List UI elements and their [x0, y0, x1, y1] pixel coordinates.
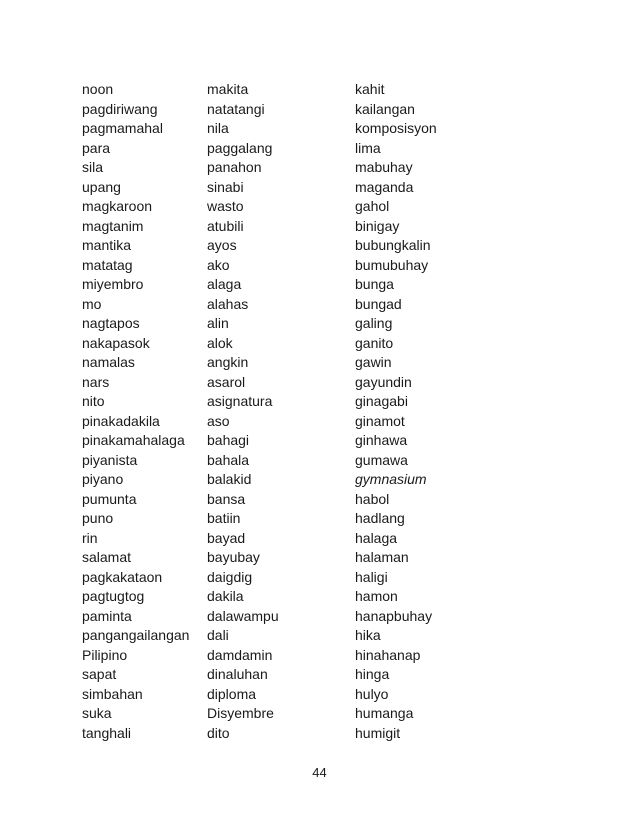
word-list-item: nagtapos [82, 315, 140, 331]
word-list-item: hamon [355, 588, 398, 604]
word-list-item: gymnasium [355, 471, 427, 487]
word-list-item: bahagi [207, 432, 250, 448]
word-list-item: aso [207, 412, 230, 429]
word-list-item: hinahanap [355, 646, 421, 663]
word-list-item: mantika [82, 237, 132, 253]
word-list-item: suka [82, 705, 112, 721]
word-list-item: pagkakataon [82, 568, 163, 585]
word-list-item: dakila [207, 588, 244, 604]
word-list-item: balakid [207, 471, 252, 487]
word-list-item: maganda [355, 178, 414, 195]
word-list-item: ginamot [355, 412, 405, 429]
word-list-item: haligi [355, 568, 388, 585]
word-list-item: kailangan [355, 100, 415, 117]
word-list-item: dali [207, 627, 229, 643]
word-list-item: piyanista [82, 451, 138, 468]
word-list-item: sila [82, 159, 104, 175]
word-list-item: bayubay [207, 549, 260, 565]
word-list-item: pagmamahal [82, 120, 163, 136]
word-list-item: miyembro [82, 276, 144, 292]
word-list-item: matatag [82, 256, 133, 273]
word-list-item: nila [207, 120, 229, 136]
word-list-item: para [82, 139, 111, 156]
word-list-item: bumubuhay [355, 256, 429, 273]
word-list-item: tanghali [82, 724, 132, 741]
word-list-item: gumawa [355, 451, 408, 468]
word-list-item: dito [207, 724, 230, 741]
page-number: 44 [312, 765, 327, 780]
word-list-item: paminta [82, 607, 132, 624]
word-list-item: pumunta [82, 490, 137, 507]
word-list-item: hinga [355, 666, 390, 682]
word-list-item: rin [82, 529, 98, 546]
word-list-item: panahon [207, 159, 262, 175]
word-list-item: dinaluhan [207, 666, 268, 682]
word-list-item: wasto [207, 198, 244, 214]
word-list-item: pangangailangan [82, 627, 190, 643]
word-list-item: ako [207, 256, 230, 273]
word-list-item: nakapasok [82, 334, 150, 351]
word-list-item: piyano [82, 471, 124, 487]
word-column-3 [355, 80, 437, 743]
word-list-item: habol [355, 490, 390, 507]
word-list-item: lima [355, 139, 381, 156]
word-list-item: magkaroon [82, 198, 153, 214]
word-list-item: gahol [355, 198, 390, 214]
word-list-item: asarol [207, 373, 246, 390]
word-list-item: sapat [82, 666, 117, 682]
word-list-item: paggalang [207, 139, 273, 156]
word-list-item: bungad [355, 295, 402, 312]
word-list-item: hadlang [355, 510, 405, 526]
word-list-item: mo [82, 295, 102, 312]
word-list-item: komposisyon [355, 120, 437, 136]
word-list-item: humanga [355, 705, 414, 721]
word-list-item: gayundin [355, 373, 412, 390]
word-list-item: bunga [355, 276, 394, 292]
word-list-item: hanapbuhay [355, 607, 433, 624]
word-list-item: pagdiriwang [82, 100, 158, 117]
word-list-item: binigay [355, 217, 400, 234]
word-list-item: dalawampu [207, 607, 279, 624]
word-list-item: sinabi [207, 178, 244, 195]
word-list-item: hulyo [355, 685, 389, 702]
word-list-item: diploma [207, 685, 257, 702]
word-list-item: natatangi [207, 100, 265, 117]
word-column-1 [82, 80, 189, 743]
word-list-item: hika [355, 627, 381, 643]
word-list-item: bubungkalin [355, 237, 431, 253]
word-list-item: batiin [207, 510, 241, 526]
word-list-item: pinakadakila [82, 412, 160, 429]
word-list-item: puno [82, 510, 114, 526]
word-list-item: alin [207, 315, 229, 331]
word-list-item: asignatura [207, 393, 273, 409]
word-list-item: humigit [355, 724, 401, 741]
word-list-item: alaga [207, 276, 242, 292]
word-list-item: alahas [207, 295, 249, 312]
word-column-2 [207, 80, 279, 743]
word-list-item: ginhawa [355, 432, 408, 448]
word-list-item: bayad [207, 529, 246, 546]
word-list-item: halaga [355, 529, 398, 546]
word-list-item: atubili [207, 217, 244, 234]
word-list-item: galing [355, 315, 393, 331]
word-list-item: mabuhay [355, 159, 413, 175]
word-list-item: angkin [207, 354, 249, 370]
word-list-item: bahala [207, 451, 250, 468]
word-list-item: nito [82, 393, 105, 409]
word-list-item: daigdig [207, 568, 253, 585]
word-list-item: ganito [355, 334, 394, 351]
word-list-item: namalas [82, 354, 135, 370]
word-list-item: Pilipino [82, 646, 128, 663]
word-list-item: makita [207, 81, 249, 97]
word-list-item: ayos [207, 237, 237, 253]
word-list-item: upang [82, 178, 121, 195]
word-list-item: noon [82, 81, 114, 97]
word-list-item: kahit [355, 81, 385, 97]
word-list-item: magtanim [82, 217, 144, 234]
word-list-item: simbahan [82, 685, 143, 702]
word-list-item: damdamin [207, 646, 273, 663]
word-list-item: ginagabi [355, 393, 408, 409]
word-list-item: nars [82, 373, 110, 390]
word-list-item: salamat [82, 549, 132, 565]
word-list-item: pagtugtog [82, 588, 145, 604]
word-list-item: Disyembre [207, 705, 274, 721]
word-list-item: gawin [355, 354, 392, 370]
word-list-item: pinakamahalaga [82, 432, 185, 448]
word-list-item: bansa [207, 490, 246, 507]
word-list-item: halaman [355, 549, 409, 565]
word-list-item: alok [207, 334, 233, 351]
